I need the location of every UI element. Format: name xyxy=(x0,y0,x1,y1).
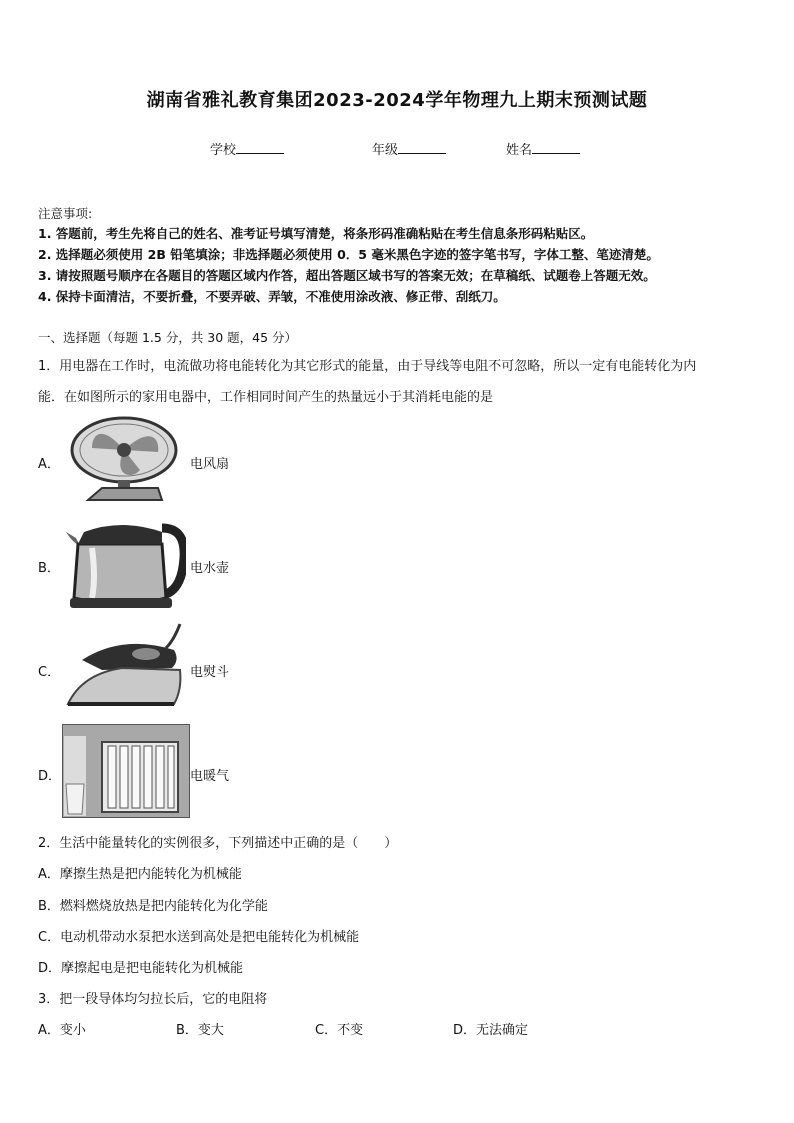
option-c-letter: C． xyxy=(38,665,61,680)
notice-item: 1. 答题前，考生先将自己的姓名、准考证号填写清楚，将条形码准确粘贴在考生信息条形码粘贴区。 xyxy=(38,226,594,241)
grade-blank xyxy=(398,141,446,154)
question-3-option-c: C．不变 xyxy=(315,1023,364,1038)
question-2-option-b: B．燃料燃烧放热是把内能转化为化学能 xyxy=(38,899,268,914)
school-blank xyxy=(236,141,284,154)
electric-iron-image xyxy=(62,620,186,716)
option-b-letter: B． xyxy=(38,561,60,576)
name-blank xyxy=(532,141,580,154)
question-2-option-c: C．电动机带动水泵把水送到高处是把电能转化为机械能 xyxy=(38,930,360,945)
question-1-line-1: 1．用电器在工作时，电流做功将电能转化为其它形式的能量，由于导线等电阻不可忽略，所以一定有电能转化为内 xyxy=(38,359,697,374)
grade-label: 年级 xyxy=(372,143,399,158)
page-title: 湖南省雅礼教育集团2023-2024学年物理九上期末预测试题 xyxy=(146,90,648,111)
notice-item: 4. 保持卡面清洁，不要折叠，不要弄破、弄皱，不准使用涂改液、修正带、刮纸刀。 xyxy=(38,289,506,304)
option-d-letter: D． xyxy=(38,769,62,784)
option-b-label: 电水壶 xyxy=(190,561,230,576)
notice-item: 2. 选择题必须使用 2B 铅笔填涂；非选择题必须使用 0．5 毫米黑色字迹的签字笔书写，字体工整、笔迹清楚。 xyxy=(38,247,659,262)
question-3-stem: 3．把一段导体均匀拉长后，它的电阻将 xyxy=(38,992,268,1007)
question-2-option-a: A．摩擦生热是把内能转化为机械能 xyxy=(38,867,242,882)
grade-field xyxy=(372,139,446,158)
question-2-stem: 2．生活中能量转化的实例很多，下列描述中正确的是（ ） xyxy=(38,836,398,851)
question-3-option-a: A．变小 xyxy=(38,1023,86,1038)
school-field xyxy=(210,139,284,158)
notice-item: 3. 请按照题号顺序在各题目的答题区域内作答，超出答题区域书写的答案无效；在草稿纸、试题卷上答题无效。 xyxy=(38,268,656,283)
option-a-label: 电风扇 xyxy=(190,457,230,472)
section-heading: 一、选择题（每题 1.5 分，共 30 题，45 分） xyxy=(38,330,298,345)
question-3-option-b: B．变大 xyxy=(176,1023,224,1038)
electric-kettle-image xyxy=(62,518,186,614)
electric-heater-image xyxy=(62,724,190,822)
school-label: 学校 xyxy=(210,143,237,158)
option-c-label: 电熨斗 xyxy=(190,665,230,680)
option-d-label: 电暖气 xyxy=(190,769,230,784)
name-field xyxy=(506,139,580,158)
option-a-letter: A． xyxy=(38,457,60,472)
question-3-option-d: D．无法确定 xyxy=(453,1023,529,1038)
notice-heading: 注意事项: xyxy=(38,206,93,221)
question-2-option-d: D．摩擦起电是把电能转化为机械能 xyxy=(38,961,244,976)
name-label: 姓名 xyxy=(506,143,533,158)
electric-fan-image xyxy=(62,414,182,508)
question-1-line-2: 能．在如图所示的家用电器中，工作相同时间产生的热量远小于其消耗电能的是 xyxy=(38,390,494,405)
